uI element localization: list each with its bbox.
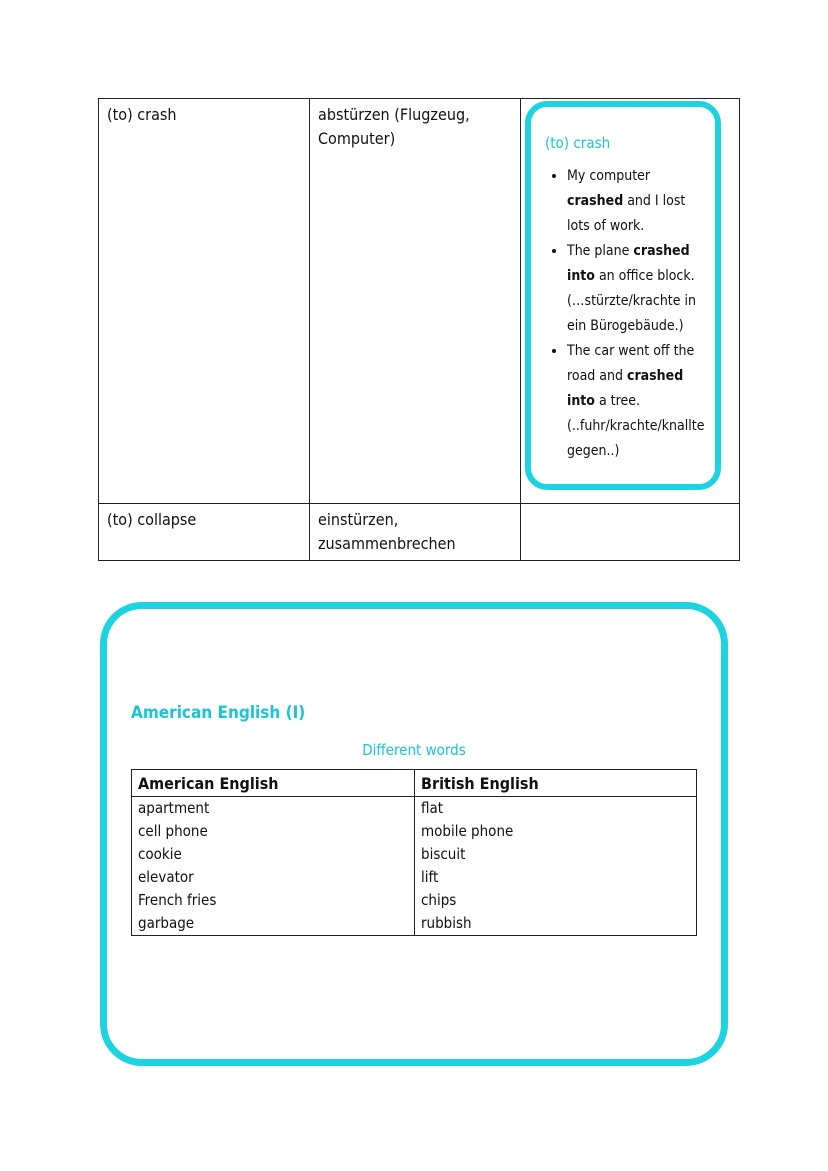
table-row bbox=[99, 99, 740, 504]
note-title: (to) crash bbox=[545, 134, 611, 152]
column-header-british: British English bbox=[415, 770, 697, 797]
german-translation-cell: abstürzen (Flugzeug, Computer) bbox=[310, 99, 521, 504]
example-note-box bbox=[525, 101, 721, 490]
example-list bbox=[545, 164, 705, 464]
american-english-box bbox=[100, 602, 728, 1066]
list-item: • The car went off the road and crashed into a tree. (..fuhr/krachte/knallte gegen..) bbox=[567, 339, 705, 464]
vocabulary-table bbox=[98, 98, 740, 561]
table-row: elevator lift bbox=[132, 866, 697, 889]
table-row: apartment flat bbox=[132, 797, 697, 821]
table-row bbox=[99, 504, 740, 561]
table-row: cookie biscuit bbox=[132, 843, 697, 866]
example-cell bbox=[521, 99, 740, 504]
table-row: garbage rubbish bbox=[132, 912, 697, 936]
table-row: French fries chips bbox=[132, 889, 697, 912]
word-comparison-table bbox=[131, 769, 697, 936]
english-term-cell: (to) collapse bbox=[99, 504, 310, 561]
table-header-row bbox=[132, 770, 697, 797]
english-term-cell: (to) crash bbox=[99, 99, 310, 504]
table-row: cell phone mobile phone bbox=[132, 820, 697, 843]
example-cell-empty bbox=[521, 504, 740, 561]
section-subtitle: Different words bbox=[362, 741, 466, 759]
section-title: American English (I) bbox=[131, 703, 306, 723]
german-translation-cell: einstürzen, zusammenbrechen bbox=[310, 504, 521, 561]
list-item: • The plane crashed into an office block. (…stürzte/krachte in ein Bürogebäude.) bbox=[567, 239, 705, 339]
list-item: • My computer crashed and I lost lots of work. bbox=[567, 164, 705, 239]
column-header-american: American English bbox=[132, 770, 415, 797]
